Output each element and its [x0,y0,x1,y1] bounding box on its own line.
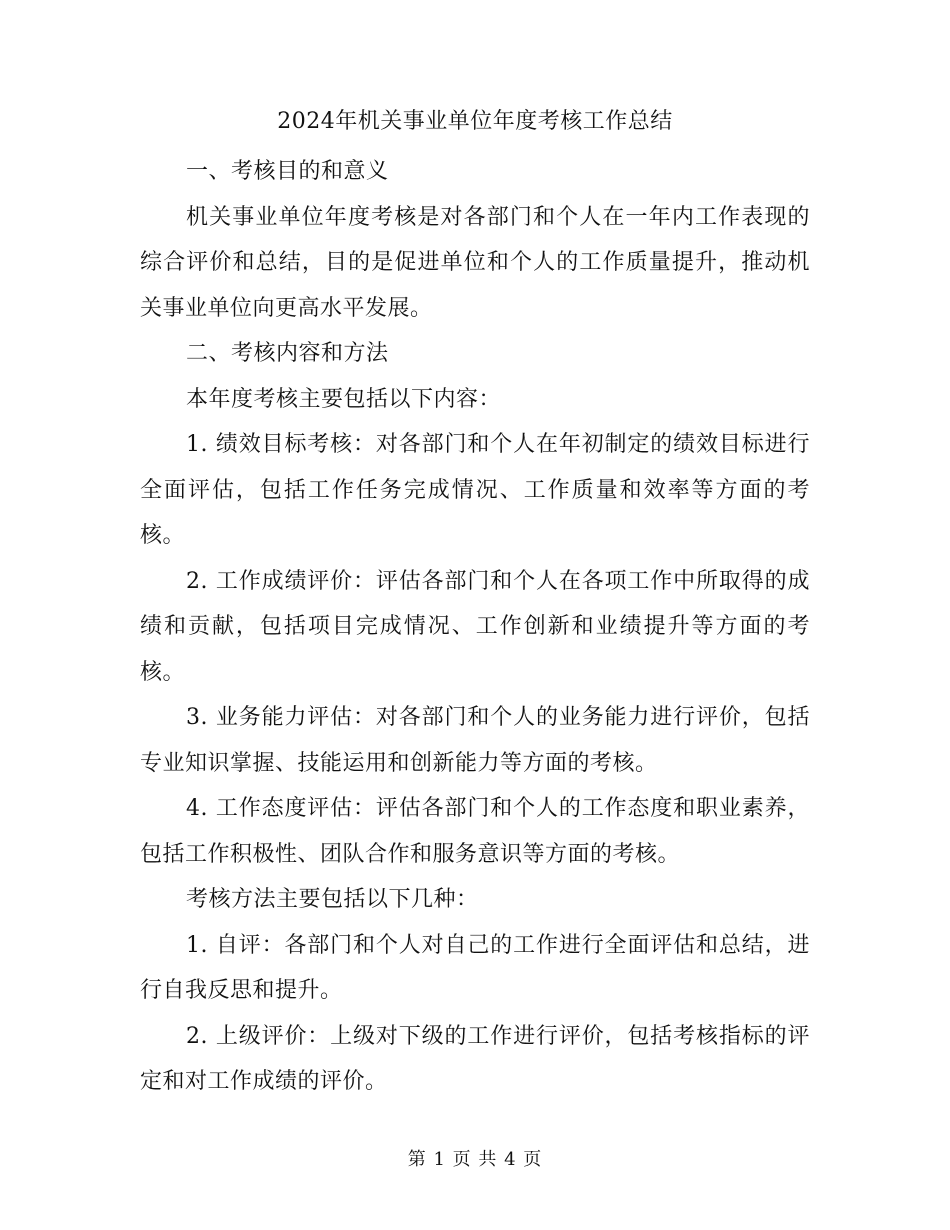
list-item-work-attitude: 4. 工作态度评估：评估各部门和个人的工作态度和职业素养，包括工作积极性、团队合作和服务意识等方面的考核。 [140,796,810,867]
paragraph-method-intro: 考核方法主要包括以下几种： [186,887,479,912]
section-heading-content-method: 二、考核内容和方法 [186,341,389,366]
list-item-performance-goals: 1. 绩效目标考核：对各部门和个人在年初制定的绩效目标进行全面评估，包括工作任务完成情况、工作质量和效率等方面的考核。 [140,432,810,548]
document-body [140,149,810,1105]
paragraph-content-intro: 本年度考核主要包括以下内容： [186,386,502,412]
list-item-business-ability: 3. 业务能力评估：对各部门和个人的业务能力进行评价，包括专业知识掌握、技能运用和创新能力等方面的考核。 [140,705,810,776]
page-number-footer: 第 1 页 共 4 页 [407,1149,543,1170]
list-item-superior-evaluation: 2. 上级评价：上级对下级的工作进行评价，包括考核指标的评定和对工作成绩的评价。 [140,1023,810,1094]
document-title: 2024年机关事业单位年度考核工作总结 [277,109,673,134]
section-heading-purpose: 一、考核目的和意义 [186,159,389,184]
list-item-self-evaluation: 1. 自评：各部门和个人对自己的工作进行全面评估和总结，进行自我反思和提升。 [140,932,810,1003]
list-item-work-achievements: 2. 工作成绩评价：评估各部门和个人在各项工作中所取得的成绩和贡献，包括项目完成情况、工作创新和业绩提升等方面的考核。 [140,568,810,685]
paragraph-purpose: 机关事业单位年度考核是对各部门和个人在一年内工作表现的综合评价和总结，目的是促进单位和个人的工作质量提升，推动机关事业单位向更高水平发展。 [140,204,810,321]
